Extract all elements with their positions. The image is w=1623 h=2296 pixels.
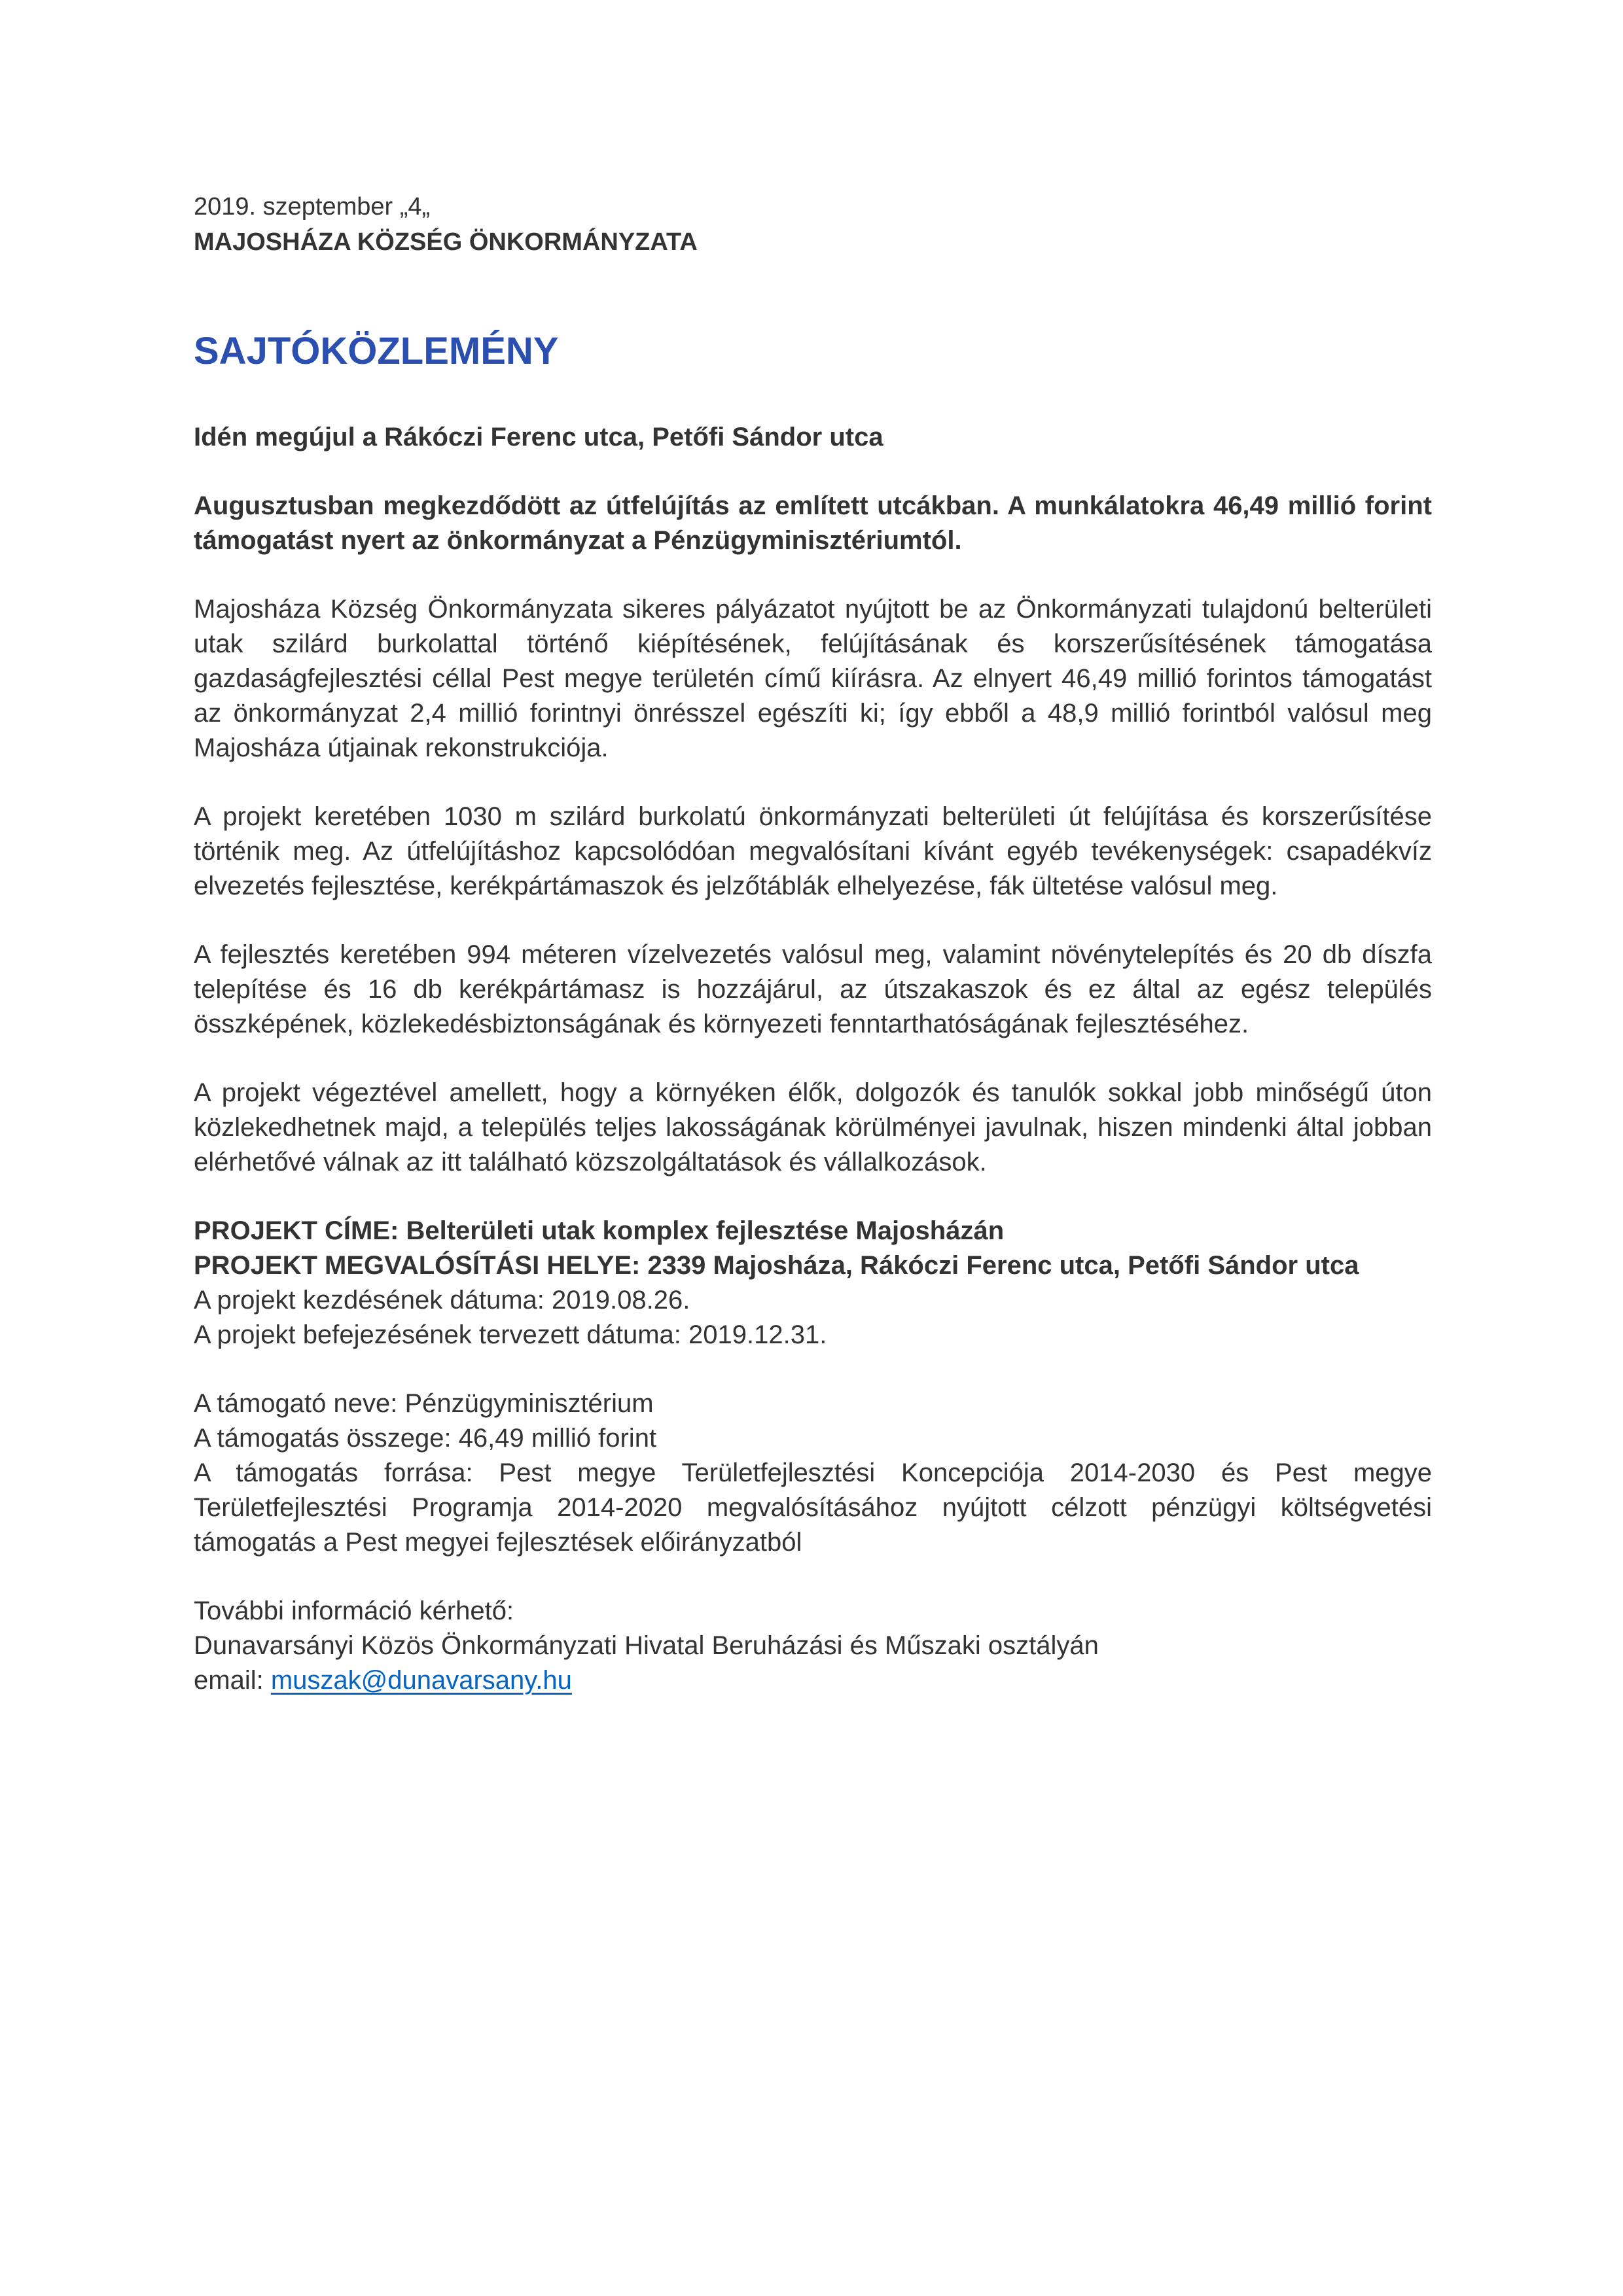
project-end-date: A projekt befejezésének tervezett dátuma: 2019.12.31. [194, 1320, 827, 1349]
lead-paragraph: Augusztusban megkezdődött az útfelújítás az említett utcákban. A munkálatokra 46,49 millió forint támogatást nyert az önkormányzat a Pénzügyminisztériumtól. [194, 491, 1432, 555]
contact-intro: További információ kérhető: [194, 1597, 514, 1625]
funding-info [194, 1386, 1432, 1560]
press-release-page [194, 190, 1432, 1698]
document-subtitle: Idén megújul a Rákóczi Ferenc utca, Petőfi Sándor utca [194, 423, 883, 451]
document-date: 2019. szeptember „4„ [194, 193, 431, 221]
contact-department: Dunavarsányi Közös Önkormányzati Hivatal Beruházási és Műszaki osztályán [194, 1631, 1099, 1660]
document-title: SAJTÓKÖZLEMÉNY [194, 330, 559, 372]
supporter-name: A támogató neve: Pénzügyminisztérium [194, 1389, 654, 1418]
funding-amount: A támogatás összege: 46,49 millió forint [194, 1424, 657, 1453]
body-paragraph-1: Majosháza Község Önkormányzata sikeres pályázatot nyújtott be az Önkormányzati tulajdonú belterületi utak szilárd burkolattal történő kiépítésének, felújításának és korszerűsítésének támogatása gazdaságfejlesztési céllal Pest megye területén című kiírásra. Az elnyert 46,49 millió forintos támogatást az önkormányzat 2,4 millió forintnyi önrésszel egészíti ki; így ebből a 48,9 millió forintból valósul meg Majosháza útjainak rekonstrukciója. [194, 595, 1432, 762]
project-title-line: PROJEKT CÍME: Belterületi utak komplex fejlesztése Majosházán [194, 1216, 1005, 1245]
funding-source: A támogatás forrása: Pest megye Területfejlesztési Koncepciója 2014-2030 és Pest megye Területfejlesztési Programja 2014-2020 megvalósításához nyújtott célzott pénzügyi költségvetési támogatás a Pest megyei fejlesztések előirányzatból [194, 1458, 1432, 1557]
contact-email-line [194, 1663, 1432, 1698]
email-link[interactable]: muszak@dunavarsany.hu [270, 1666, 572, 1695]
project-location-line: PROJEKT MEGVALÓSÍTÁSI HELYE: 2339 Majosháza, Rákóczi Ferenc utca, Petőfi Sándor utca [194, 1251, 1359, 1280]
email-label: email: [194, 1666, 271, 1695]
organization-name: MAJOSHÁZA KÖZSÉG ÖNKORMÁNYZATA [194, 228, 698, 256]
project-info [194, 1214, 1432, 1352]
body-paragraph-4: A projekt végeztével amellett, hogy a környéken élők, dolgozók és tanulók sokkal jobb minőségű úton közlekedhetnek majd, a település teljes lakosságának körülményei javulnak, hiszen mindenki által jobban elérhetővé válnak az itt található közszolgáltatások és vállalkozások. [194, 1078, 1432, 1176]
body-paragraph-2: A projekt keretében 1030 m szilárd burkolatú önkormányzati belterületi út felújítása és korszerűsítése történik meg. Az útfelújításhoz kapcsolódóan megvalósítani kívánt egyéb tevékenységek: csapadékvíz elvezetés fejlesztése, kerékpártámaszok és jelzőtáblák elhelyezése, fák ültetése valósul meg. [194, 802, 1432, 900]
body-paragraph-3: A fejlesztés keretében 994 méteren vízelvezetés valósul meg, valamint növénytelepítés és 20 db díszfa telepítése és 16 db kerékpártámasz is hozzájárul, az útszakaszok és ez által az egész település összképének, közlekedésbiztonságának és környezeti fenntarthatóságának fejlesztéséhez. [194, 940, 1432, 1038]
project-start-date: A projekt kezdésének dátuma: 2019.08.26. [194, 1286, 690, 1315]
contact-info [194, 1594, 1432, 1698]
